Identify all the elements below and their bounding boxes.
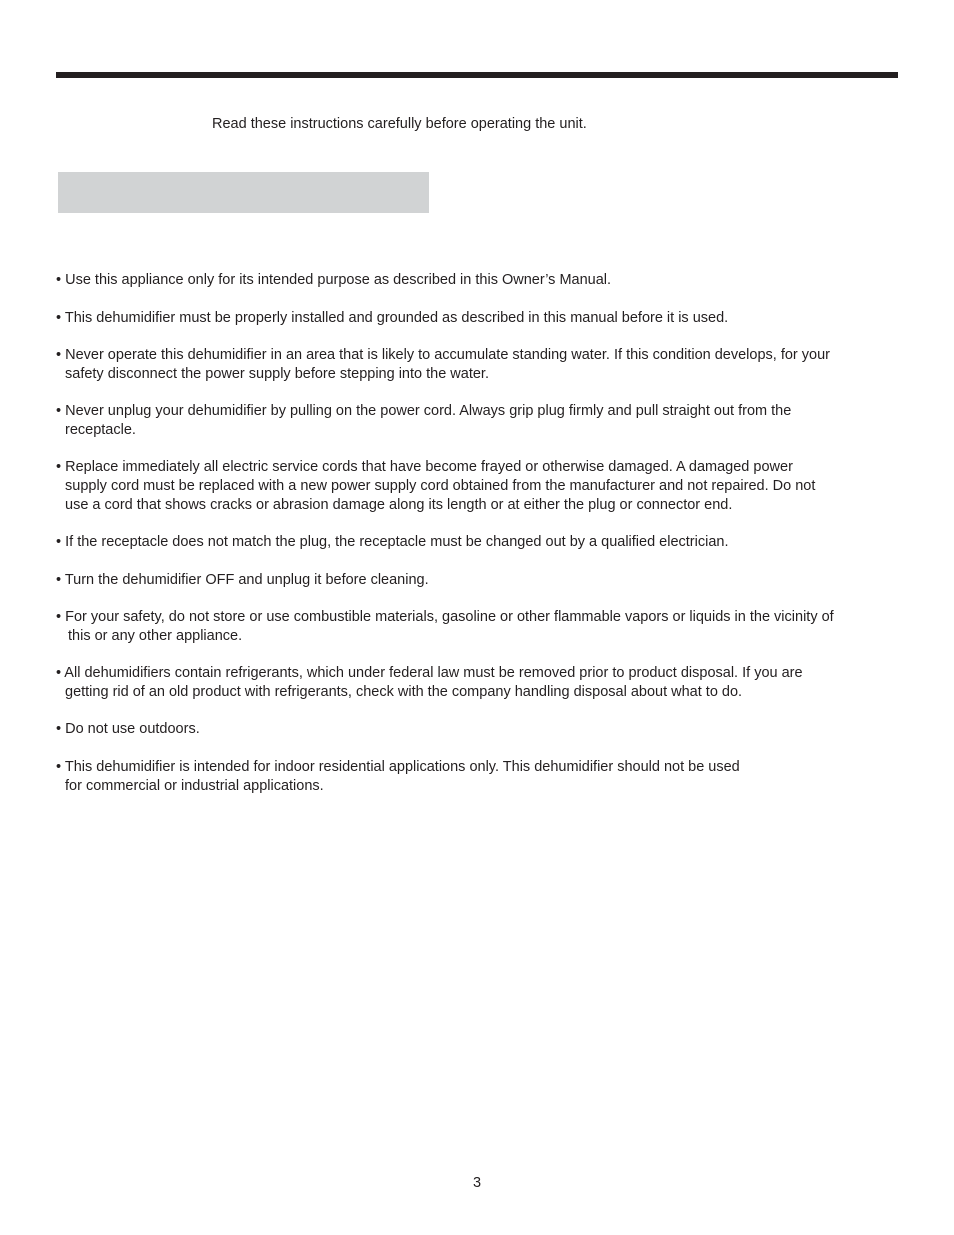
intro-text: Read these instructions carefully before operating the unit.: [212, 116, 587, 132]
safety-item-line: • If the receptacle does not match the plug, the receptacle must be changed out by a qualified electrician.: [56, 534, 729, 550]
safety-item: [56, 608, 834, 646]
page-number: 3: [472, 1175, 482, 1191]
safety-item-line: use a cord that shows cracks or abrasion damage along its length or at either the plug or connector end.: [65, 496, 733, 513]
safety-item: [56, 346, 830, 384]
safety-item-line: this or any other appliance.: [68, 627, 243, 644]
safety-item: [56, 758, 740, 796]
section-heading-bar: [58, 172, 429, 213]
safety-item-line: • All dehumidifiers contain refrigerants, which under federal law must be removed prior to product disposal. If you are: [56, 665, 803, 681]
safety-item-line: • Replace immediately all electric service cords that have become frayed or otherwise damaged. A damaged power: [56, 459, 793, 475]
safety-item: [56, 720, 200, 739]
top-rule: [56, 72, 898, 78]
safety-item-line: • Do not use outdoors.: [56, 721, 200, 737]
safety-item-line: • Use this appliance only for its intended purpose as described in this Owner’s Manual.: [56, 272, 612, 288]
safety-item-line: getting rid of an old product with refrigerants, check with the company handling disposal about what to do.: [65, 683, 743, 700]
safety-item: [56, 571, 429, 590]
safety-item: [56, 309, 728, 328]
safety-item: [56, 533, 729, 552]
safety-item-line: • This dehumidifier is intended for indoor residential applications only. This dehumidifier should not be used: [56, 759, 740, 775]
safety-item-line: for commercial or industrial applications.: [65, 777, 324, 794]
safety-item-line: • Never operate this dehumidifier in an area that is likely to accumulate standing water. If this condition develops, for your: [56, 347, 830, 363]
safety-item: [56, 402, 791, 440]
safety-item-line: • For your safety, do not store or use combustible materials, gasoline or other flammable vapors or liquids in the vicinity of: [56, 609, 834, 625]
safety-item-line: • This dehumidifier must be properly installed and grounded as described in this manual before it is used.: [56, 310, 729, 326]
safety-item: [56, 664, 803, 702]
safety-item-line: • Never unplug your dehumidifier by pulling on the power cord. Always grip plug firmly and pull straight out from the: [56, 403, 792, 419]
safety-item: [56, 271, 611, 290]
safety-item: [56, 458, 815, 514]
safety-item-line: supply cord must be replaced with a new power supply cord obtained from the manufacturer and not repaired. Do not: [65, 477, 816, 494]
safety-item-line: • Turn the dehumidifier OFF and unplug it before cleaning.: [56, 572, 429, 588]
safety-item-line: receptacle.: [65, 421, 136, 438]
safety-item-line: safety disconnect the power supply before stepping into the water.: [65, 365, 489, 382]
